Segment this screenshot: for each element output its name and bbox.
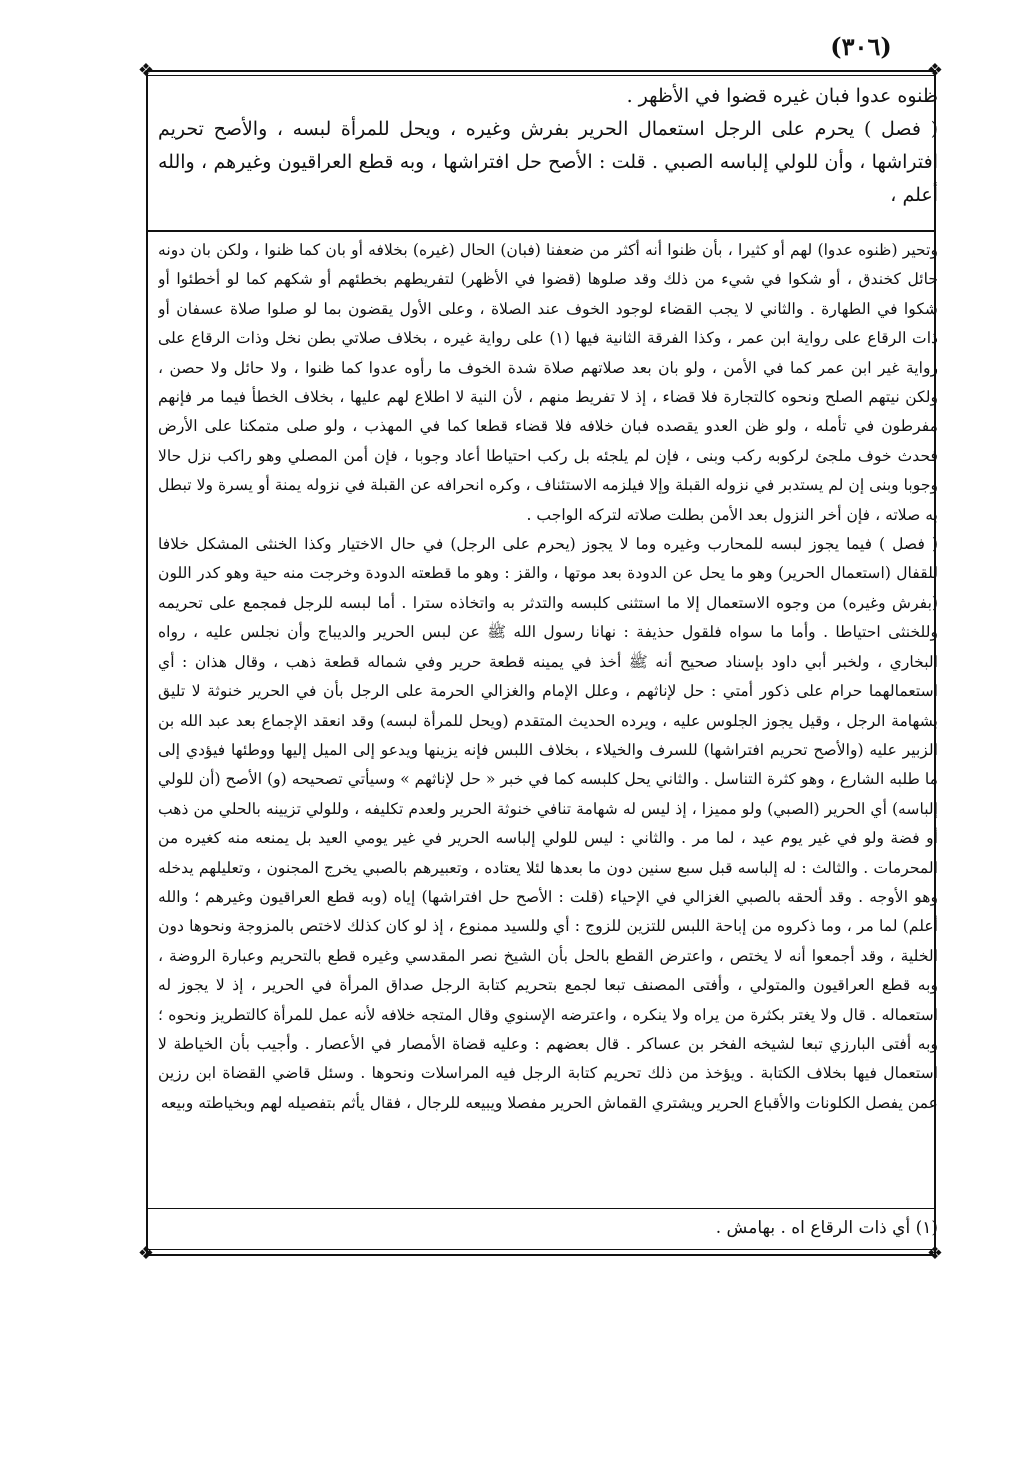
- matn-line: ظنوه عدوا فبان غيره قضوا في الأظهر .: [626, 85, 938, 107]
- sharh-block: [158, 236, 938, 1204]
- corner-ornament-icon: ❖: [137, 1243, 155, 1264]
- footnote: (١) أي ذات الرقاع اه . بهامش .: [715, 1218, 938, 1238]
- matn-block: [158, 80, 938, 230]
- sharh-paragraph: وتحير (ظنوه عدوا) لهم أو كثيرا ، بأن ظنوا أنه أكثر من ضعفنا (فبان) الحال (غيره) بخلافه أو بان كما ظنوا ، ولكن بان دونه حائل كخندق ، أو شكوا في شيء من ذلك وقد صلوها (قضوا في الأظهر) لتفريطهم بخطئهم أو شكهم كما لو أخطئوا أو شكوا في الطهارة . والثاني لا يجب القضاء لوجود الخوف عند الصلاة ، وعلى الأول يقضون بما لو صلوا صلاة عسفان أو ذات الرقاع على رواية ابن عمر ، وكذا الفرقة الثانية فيها (١) على رواية غيره ، بخلاف صلاتي بطن نخل وذات الرقاع على رواية غير ابن عمر كما في الأمن ، ولو بان بعد صلاتهم صلاة شدة الخوف ما رأوه عدوا كما ظنوا ، ولا حائل ولا حصن ، ولكن نيتهم الصلح ونحوه كالتجارة فلا قضاء ، إذ لا تفريط منهم ، لأن النية لا اطلاع لهم عليها ، بخلاف الخطأ فيما مر فإنهم مفرطون في تأمله ، ولو ظن العدو يقصده فبان خلافه فلا قضاء قطعا كما في المهذب ، ولو صلى متمكنا على الأرض فحدث خوف ملجئ لركوبه ركب وبنى ، فإن لم يلجئه بل ركب احتياطا أعاد وجوبا ، فإن أمن المصلي وهو راكب نزل حالا وجوبا وبنى إن لم يستدبر في نزوله القبلة وإلا فيلزمه الاستئناف ، وكره انحرافه عن القبلة في نزوله يمنة أو يسرة ولا تبطل به صلاته ، فإن أخر النزول بعد الأمن بطلت صلاته لتركه الواجب .: [158, 241, 938, 524]
- frame-top-border: [146, 70, 936, 72]
- corner-ornament-icon: ❖: [137, 60, 155, 81]
- frame-left-border: [146, 70, 148, 1256]
- corner-ornament-icon: ❖: [926, 60, 944, 81]
- corner-ornament-icon: ❖: [926, 1243, 944, 1264]
- section-divider: [146, 230, 936, 232]
- frame-bottom-border-inner: [146, 1249, 936, 1250]
- page-number: (٣٠٦): [830, 32, 892, 61]
- frame-top-border-inner: [146, 75, 936, 76]
- footnote-divider: [146, 1208, 936, 1209]
- matn-paragraph: ( فصل ) يحرم على الرجل استعمال الحرير بفرش وغيره ، ويحل للمرأة لبسه ، والأصح تحريم افتراشها ، وأن للولي إلباسه الصبي . قلت : الأصح حل افتراشها ، وبه قطع العراقيون وغيرهم ، والله أعلم ،: [158, 118, 938, 206]
- sharh-paragraph: ( فصل ) فيما يجوز لبسه للمحارب وغيره وما لا يجوز (يحرم على الرجل) في حال الاختيار وكذا الخنثى المشكل خلافا للقفال (استعمال الحرير) وهو ما يحل عن الدودة بعد موتها ، والقز : وهو ما قطعته الدودة وخرجت منه حية وهو كدر اللون (بفرش وغيره) من وجوه الاستعمال إلا ما استثنى كلبسه والتدثر به واتخاذه سترا . أما لبسه للرجل فمجمع على تحريمه وللخنثى احتياطا . وأما ما سواه فلقول حذيفة : نهانا رسول الله ﷺ عن لبس الحرير والديباج وأن نجلس عليه ، رواه البخاري ، ولخبر أبي داود بإسناد صحيح أنه ﷺ أخذ في يمينه قطعة حرير وفي شماله قطعة ذهب ، وقال هذان : أي استعمالهما حرام على ذكور أمتي : حل لإناثهم ، وعلل الإمام والغزالي الحرمة على الرجل بأن في الحرير خنوثة لا تليق بشهامة الرجل ، وقيل يجوز الجلوس عليه ، ويرده الحديث المتقدم (ويحل للمرأة لبسه) وقد انعقد الإجماع بعد عبد الله بن الزبير عليه (والأصح تحريم افتراشها) للسرف والخيلاء ، بخلاف اللبس فإنه يزينها ويدعو إلى الميل إليها ووطئها فيؤدي إلى ما طلبه الشارع ، وهو كثرة التناسل . والثاني يحل كلبسه كما في خبر « حل لإناثهم » وسيأتي تصحيحه (و) الأصح (أن للولي إلباسه) أي الحرير (الصبي) ولو مميزا ، إذ ليس له شهامة تنافي خنوثة الحرير ولعدم تكليفه ، وللولي تزيينه بالحلي من ذهب أو فضة ولو في غير يوم عيد ، لما مر . والثاني : ليس للولي إلباسه الحرير في غير يومي العيد بل يمنعه منه كغيره من المحرمات . والثالث : له إلباسه قبل سبع سنين دون ما بعدها لئلا يعتاده ، وتعبيرهم بالصبي يخرج المجنون ، وتعليلهم يدخله وهو الأوجه . وقد ألحقه بالصبي الغزالي في الإحياء (قلت : الأصح حل افتراشها) إياه (وبه قطع العراقيون وغيرهم ؛ والله أعلم) لما مر ، وما ذكروه من إباحة اللبس للتزين للزوج : أي وللسيد ممنوع ، إذ لو كان كذلك لاختص بالمزوجة ونحوها دون الخلية ، وقد أجمعوا أنه لا يختص ، واعترض القطع بالحل بأن الشيخ نصر المقدسي وغيره قطع بالتحريم وعبارة الروضة ، وبه قطع العراقيون والمتولي ، وأفتى المصنف تبعا لجمع بتحريم كتابة الرجل صداق المرأة في الحرير ، إذ لا يجوز له استعماله . قال ولا يغتر بكثرة من يراه ولا ينكره ، واعترضه الإسنوي وقال المتجه خلافه لأنه عمل للمرأة كالتطريز ونحوه ؛ وبه أفتى البارزي تبعا لشيخه الفخر بن عساكر . قال بعضهم : وعليه قضاة الأمصار في الأعصار . وأجيب بأن الخياطة لا استعمال فيها بخلاف الكتابة . ويؤخذ من ذلك تحريم كتابة الرجل فيه المراسلات ونحوها . وسئل قاضي القضاة ابن رزين عمن يفصل الكلونات والأقباع الحرير ويشتري القماش الحرير مفصلا ويبيعه للرجال ، فقال يأثم بتفصيله لهم وبخياطته وبيعه: [158, 535, 938, 1112]
- frame-bottom-border: [146, 1254, 936, 1256]
